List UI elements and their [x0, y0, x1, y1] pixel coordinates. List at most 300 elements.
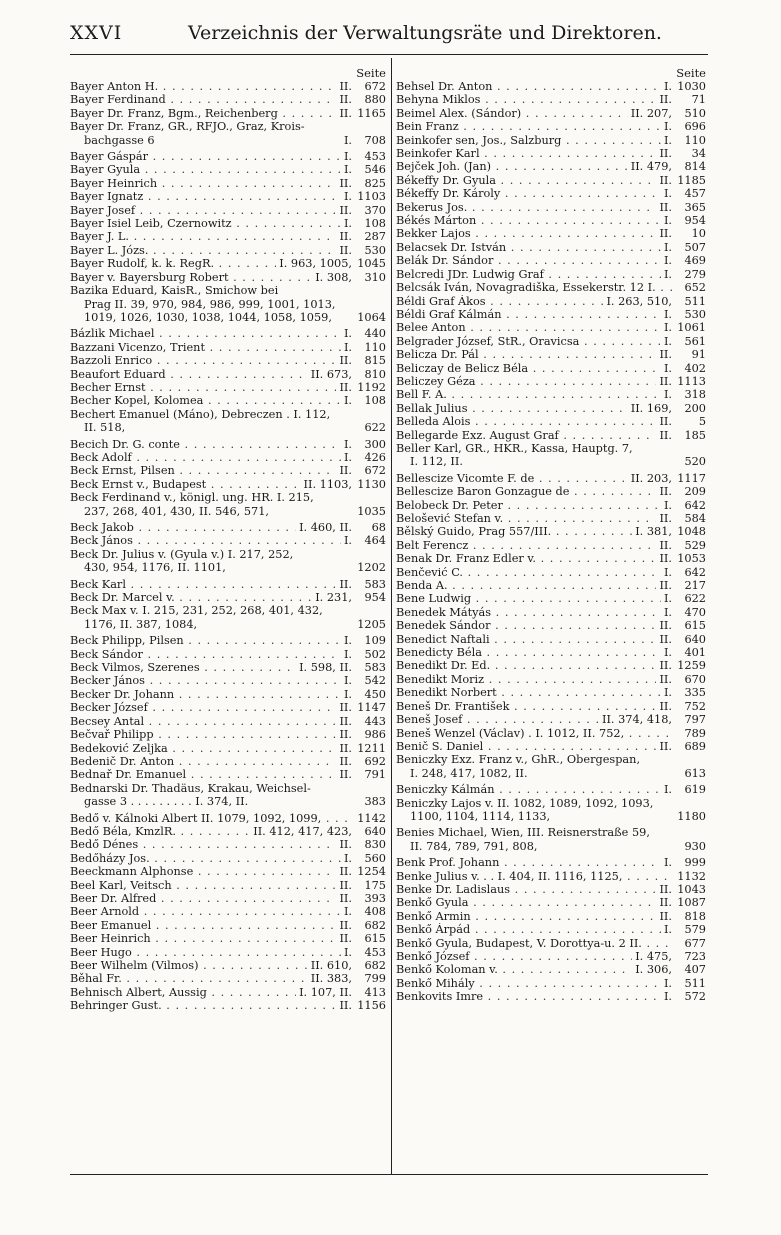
entry-page-number: 615 [364, 932, 386, 946]
entry-name: Benedikt Dr. Ed. . . . [396, 659, 672, 672]
entry-volume-ref: II. [656, 375, 672, 388]
entry-page-number: 1053 [677, 552, 706, 566]
entry-page-number: 1117 [677, 471, 706, 485]
entry-name: Becher Kopel, Kolomea . . . [70, 394, 352, 407]
entry-name: Bázlik Michael . . . [70, 327, 352, 340]
index-entry [396, 442, 708, 469]
entry-name: Bellegarde Exz. August Graf . . . [396, 429, 672, 442]
entry-volume-ref: II. [656, 910, 672, 923]
index-entry [396, 281, 708, 294]
entry-page-number: 642 [684, 565, 706, 579]
entry-page-number: 579 [684, 923, 706, 937]
entry-volume-ref: II. [656, 896, 672, 909]
entry-volume-ref: I. [661, 268, 672, 281]
entry-page-number: 1087 [677, 896, 706, 910]
index-entry [70, 972, 388, 985]
entry-page-number: 365 [684, 200, 706, 214]
seite-label-right: Seite [676, 66, 706, 80]
index-entry [396, 619, 708, 632]
entry-volume-ref: I. [661, 923, 672, 936]
entry-volume-ref: II. [336, 354, 352, 367]
entry-volume-ref: I. [661, 187, 672, 200]
entry-name: Bejček Joh. (Jan) . . . [396, 160, 672, 173]
entry-name: Belacsek Dr. István . . . [396, 241, 672, 254]
entry-name: Benčević C. . . . [396, 566, 672, 579]
entry-name: Benkő Árpád . . . [396, 923, 672, 936]
entry-page-number: 652 [684, 281, 706, 295]
index-entry [396, 254, 708, 267]
index-entry [70, 578, 388, 591]
index-entry [396, 429, 708, 442]
entry-name: Beniczky Kálmán . . . [396, 783, 672, 796]
entry-page-number: 383 [364, 795, 386, 809]
entry-name: Bellak Julius . . . [396, 402, 672, 415]
index-entry [396, 539, 708, 552]
entry-name: Bechert Emanuel (Máno), Debreczen . I. 112, [70, 407, 331, 421]
entry-volume-ref: II. [336, 999, 352, 1012]
entry-volume-ref: I. [341, 341, 352, 354]
index-entry [396, 783, 708, 796]
entry-page-number: 1045 [357, 257, 386, 271]
entry-name: Becher Ernst . . . [70, 381, 352, 394]
entry-page-number: 708 [364, 133, 386, 147]
index-entry [70, 190, 388, 203]
entry-volume-ref: II. [656, 552, 672, 565]
index-entry [396, 797, 708, 824]
entry-page-number: 561 [684, 334, 706, 348]
entry-name: Beliczay de Belicz Béla . . . [396, 362, 672, 375]
entry-page-number: 1202 [357, 561, 386, 575]
entry-name: Bekker Lajos . . . [396, 227, 672, 240]
index-entry [396, 134, 708, 147]
entry-volume-ref: II. [336, 742, 352, 755]
entry-page-number: 5 [698, 415, 706, 429]
entry-page-number: 542 [364, 674, 386, 688]
index-entry [70, 688, 388, 701]
index-entry [70, 368, 388, 381]
entry-volume-ref: II. [656, 883, 672, 896]
entry-name: Békeffy Dr. Gyula . . . [396, 174, 672, 187]
index-entry [70, 257, 388, 270]
entry-name: Beck Ernst v., Budapest . . . [70, 478, 352, 491]
entry-volume-ref: I. [661, 566, 672, 579]
index-entry [396, 566, 708, 579]
entry-volume-ref: II. [336, 80, 352, 93]
entry-volume-ref: II. [656, 539, 672, 552]
entry-name: Bayer L. Józs. . . . [70, 244, 352, 257]
entry-name: Bayer Dr. Franz, Bgm., Reichenberg . . . [70, 107, 352, 120]
index-entry [70, 230, 388, 243]
index-entry [70, 919, 388, 932]
index-entry [70, 701, 388, 714]
entry-page-number: 507 [684, 240, 706, 254]
entry-volume-ref: II. [336, 755, 352, 768]
page-title: Verzeichnis der Verwaltungsräte und Direktoren. [188, 22, 662, 44]
entry-name: Beller Karl, GR., HKR., Kassa, Hauptg. 7, [396, 441, 633, 455]
index-entry [70, 715, 388, 728]
entry-page-number: 1165 [357, 106, 386, 120]
entry-name: Béldi Graf Kálmán . . . [396, 308, 672, 321]
index-entry [70, 986, 388, 999]
index-entry [70, 107, 388, 120]
entry-name: Benedek Sándor . . . [396, 619, 672, 632]
entry-volume-ref: I. [661, 499, 672, 512]
seite-label-left: Seite [356, 66, 386, 80]
entry-continuation: gasse 3 . . . . . . . . . I. 374, II. [84, 795, 249, 809]
entry-page-number: 453 [364, 150, 386, 164]
entry-name: Behsel Dr. Anton . . . [396, 80, 672, 93]
entry-page-number: 672 [364, 80, 386, 93]
entry-name: Benkovits Imre . . . [396, 990, 672, 1003]
index-entry [396, 214, 708, 227]
entry-name: Bayer Isiel Leib, Czernowitz . . . [70, 217, 352, 230]
entry-page-number: 1035 [357, 504, 386, 518]
index-entry [70, 217, 388, 230]
entry-page-number: 440 [364, 327, 386, 341]
index-entry [396, 977, 708, 990]
entry-volume-ref: II. [656, 579, 672, 592]
entry-volume-ref: I. [661, 362, 672, 375]
index-entry [70, 354, 388, 367]
entry-volume-ref: I. [341, 648, 352, 661]
entry-name: Benak Dr. Franz Edler v. . . . [396, 552, 672, 565]
index-entry [70, 591, 388, 604]
entry-volume-ref: II. 203, [628, 472, 672, 485]
entry-page-number: 799 [364, 972, 386, 986]
entry-volume-ref: II. [656, 201, 672, 214]
entry-name: Belobeck Dr. Peter . . . [396, 499, 672, 512]
entry-page-number: 68 [371, 521, 386, 534]
entry-name: Becsey Antal . . . [70, 715, 352, 728]
entry-volume-ref: II. [656, 429, 672, 442]
entry-volume-ref: II. [656, 659, 672, 672]
entry-name: Bayer J. L. . . . [70, 230, 352, 243]
entry-name: Bednarski Dr. Thadäus, Krakau, Weichsel- [70, 781, 311, 795]
entry-volume-ref: I. [661, 321, 672, 334]
entry-volume-ref: I. [341, 634, 352, 647]
entry-page-number: 752 [684, 699, 706, 713]
entry-volume-ref: I. 963, 1005, [276, 257, 352, 270]
entry-name: Békeffy Dr. Károly . . . [396, 187, 672, 200]
entry-name: Bazika Eduard, KaisR., Smichow bei [70, 284, 279, 298]
index-entry [70, 634, 388, 647]
index-entry [396, 375, 708, 388]
entry-volume-ref: II. [656, 740, 672, 753]
entry-page-number: 622 [684, 592, 706, 606]
entry-page-number: 529 [684, 538, 706, 552]
entry-volume-ref: I. [661, 214, 672, 227]
index-entry [70, 879, 388, 892]
entry-name: Bedenič Dr. Anton . . . [70, 755, 352, 768]
entry-volume-ref: I. 381, [632, 525, 672, 538]
entry-page-number: 692 [364, 754, 386, 768]
index-entry [396, 592, 708, 605]
entry-continuation: 1100, 1104, 1114, 1133, [410, 809, 551, 823]
entry-name: Bečvař Philipp . . . [70, 728, 352, 741]
entry-name: Bayer Gáspár . . . [70, 150, 352, 163]
index-entry [396, 160, 708, 173]
entry-page-number: 672 [364, 464, 386, 478]
entry-name: Benkő Armin . . . [396, 910, 672, 923]
entry-name: Beck Max v. I. 215, 231, 252, 268, 401, 432, [70, 604, 323, 618]
entry-page-number: 613 [684, 766, 706, 780]
entry-volume-ref: II. [336, 715, 352, 728]
entry-volume-ref: II. 412, 417, 423, [250, 825, 352, 838]
entry-name: Béldi Graf Ákos . . . [396, 295, 672, 308]
entry-name: Beneš Josef . . . [396, 713, 672, 726]
entry-name: Bayer Gyula . . . [70, 163, 352, 176]
index-entry [70, 394, 388, 407]
entry-volume-ref: I. [661, 977, 672, 990]
entry-name: Belicza Dr. Pál . . . [396, 348, 672, 361]
entry-page-number: 10 [691, 227, 706, 241]
entry-continuation: Prag II. 39, 970, 984, 986, 999, 1001, 1013, 1019, 1026, 1030, 1038, 1044, 1058, 1059, [84, 297, 336, 324]
entry-name: Benedicty Béla . . . [396, 646, 672, 659]
index-entry [70, 534, 388, 547]
index-entry [70, 604, 388, 631]
entry-volume-ref: I. 598, II. [296, 661, 352, 674]
left-entry-list [70, 80, 388, 1013]
entry-volume-ref: I. [341, 134, 352, 147]
entry-name: Beck Philipp, Pilsen . . . [70, 634, 352, 647]
entry-page-number: 1043 [677, 882, 706, 896]
entry-page-number: 619 [684, 783, 706, 797]
index-entry [396, 174, 708, 187]
entry-page-number: 71 [691, 93, 706, 107]
entry-volume-ref: II. 1103, [301, 478, 352, 491]
entry-page-number: 546 [364, 163, 386, 177]
entry-volume-ref: II. [656, 633, 672, 646]
entry-volume-ref: II. [336, 107, 352, 120]
entry-page-number: 789 [684, 726, 706, 740]
entry-volume-ref: II. 169, [628, 402, 672, 415]
entry-page-number: 689 [684, 739, 706, 753]
index-entry [396, 686, 708, 699]
entry-continuation: II. 784, 789, 791, 808, [410, 839, 538, 853]
entry-volume-ref: II. [656, 485, 672, 498]
index-entry [396, 201, 708, 214]
entry-volume-ref: II. [656, 415, 672, 428]
entry-name: Beck Dr. Marcel v. . . . [70, 591, 352, 604]
entry-page-number: 510 [684, 106, 706, 120]
entry-page-number: 279 [684, 267, 706, 281]
entry-volume-ref: II. [336, 230, 352, 243]
entry-name: Bayer Ferdinand . . . [70, 93, 352, 106]
entry-page-number: 815 [364, 354, 386, 368]
index-entry [70, 327, 388, 340]
entry-name: Benies Michael, Wien, III. Reisnerstraße 59, [396, 826, 650, 840]
entry-page-number: 108 [364, 217, 386, 231]
entry-page-number: 986 [364, 728, 386, 742]
entry-name: Benkő Mihály . . . [396, 977, 672, 990]
entry-volume-ref: I. [341, 688, 352, 701]
entry-page-number: 1259 [677, 659, 706, 673]
entry-volume-ref: I. 308, [312, 271, 352, 284]
entry-page-number: 830 [364, 838, 386, 852]
index-entry [70, 381, 388, 394]
entry-page-number: 583 [364, 577, 386, 591]
index-entry [396, 295, 708, 308]
index-entry [70, 812, 388, 825]
entry-volume-ref: I. [661, 686, 672, 699]
entry-volume-ref: II. 673, [308, 368, 352, 381]
entry-page-number: 930 [684, 839, 706, 853]
index-entry [396, 896, 708, 909]
entry-volume-ref: I. [341, 217, 352, 230]
entry-page-number: 677 [684, 936, 706, 950]
entry-name: Bene Ludwig . . . [396, 592, 672, 605]
entry-name: Bellescize Vicomte F. de . . . [396, 472, 672, 485]
entry-page-number: 185 [684, 428, 706, 442]
entry-page-number: 318 [684, 388, 706, 402]
entry-name: Benedek Mátyás . . . [396, 606, 672, 619]
entry-page-number: 1156 [357, 999, 386, 1013]
entry-volume-ref: I. 475, [632, 950, 672, 963]
entry-name: Beimel Alex. (Sándor) . . . [396, 107, 672, 120]
index-entry [70, 451, 388, 464]
entry-name: Bellescize Baron Gonzague de . . . [396, 485, 672, 498]
entry-page-number: 408 [364, 905, 386, 919]
entry-page-number: 108 [364, 394, 386, 408]
entry-volume-ref: II. 207, [628, 107, 672, 120]
index-entry [396, 870, 708, 883]
entry-page-number: 1185 [677, 173, 706, 187]
entry-page-number: 407 [684, 963, 706, 977]
index-entry [70, 204, 388, 217]
entry-page-number: 511 [684, 976, 706, 990]
entry-name: Bayer Heinrich . . . [70, 177, 352, 190]
entry-page-number: 696 [684, 120, 706, 134]
entry-page-number: 200 [684, 401, 706, 415]
entry-page-number: 791 [364, 768, 386, 782]
index-entry [396, 362, 708, 375]
entry-name: Benkő Koloman v. . . . [396, 963, 672, 976]
index-entry [70, 932, 388, 945]
entry-volume-ref: II. [336, 464, 352, 477]
index-entry [70, 548, 388, 575]
entry-page-number: 464 [364, 534, 386, 548]
entry-name: Bedő Dénes . . . [70, 838, 352, 851]
index-entry [70, 999, 388, 1012]
entry-name: Beel Karl, Veitsch . . . [70, 879, 352, 892]
index-entry [70, 163, 388, 176]
left-column [70, 66, 388, 1013]
index-entry [396, 963, 708, 976]
entry-page-number: 622 [364, 421, 386, 435]
index-entry [70, 674, 388, 687]
entry-volume-ref: II. [336, 701, 352, 714]
index-entry [70, 946, 388, 959]
entry-page-number: 670 [684, 672, 706, 686]
entry-page-number: 1113 [677, 374, 706, 388]
entry-volume-ref: II. [336, 244, 352, 257]
entry-name: Benkő Gyula . . . [396, 896, 672, 909]
entry-page-number: 300 [364, 437, 386, 451]
entry-name: Benke Dr. Ladislaus . . . [396, 883, 672, 896]
entry-page-number: 1030 [677, 80, 706, 93]
entry-page-number: 393 [364, 891, 386, 905]
index-entry [70, 825, 388, 838]
entry-name: Bekerus Jos. . . . [396, 201, 672, 214]
entry-volume-ref: I. [341, 534, 352, 547]
entry-volume-ref: I. 263, 510, [603, 295, 672, 308]
entry-name: Bayer Ignatz . . . [70, 190, 352, 203]
entry-volume-ref: I. [661, 856, 672, 869]
entry-volume-ref: II. 374, 418, [599, 713, 672, 726]
entry-page-number: 640 [364, 824, 386, 838]
index-entry [396, 713, 708, 726]
entry-page-number: 797 [684, 713, 706, 727]
index-entry [70, 852, 388, 865]
entry-page-number: 370 [364, 203, 386, 217]
entry-page-number: 818 [684, 909, 706, 923]
entry-name: Beinkofer sen, Jos., Salzburg . . . [396, 134, 672, 147]
entry-name: Belák Dr. Sándor . . . [396, 254, 672, 267]
entry-volume-ref: I. [661, 990, 672, 1003]
entry-volume-ref: I. [341, 163, 352, 176]
entry-name: Benkő Gyula, Budapest, V. Dorottya-u. 2 II. . . . [396, 937, 672, 950]
index-entry [70, 959, 388, 972]
entry-name: Beer Heinrich . . . [70, 932, 352, 945]
entry-page-number: 530 [684, 307, 706, 321]
entry-name: Behringer Gust. . . . [70, 999, 352, 1012]
index-entry [70, 120, 388, 147]
index-entry [396, 740, 708, 753]
entry-name: Beer Arnold . . . [70, 905, 352, 918]
index-entry [396, 308, 708, 321]
entry-name: Beniczky Exz. Franz v., GhR., Obergespan, [396, 753, 641, 767]
entry-page-number: 520 [684, 455, 706, 469]
entry-name: Becker József . . . [70, 701, 352, 714]
entry-page-number: 1147 [357, 701, 386, 715]
entry-volume-ref: II. [336, 204, 352, 217]
entry-page-number: 583 [364, 661, 386, 675]
entry-name: Belee Anton . . . [396, 321, 672, 334]
entry-volume-ref: I. [661, 606, 672, 619]
index-entry [396, 826, 708, 853]
index-entry [396, 673, 708, 686]
entry-volume-ref: II. 610, [308, 959, 352, 972]
entry-name: Benedict Naftali . . . [396, 633, 672, 646]
entry-name: Belcsák Iván, Novagradiška, Essekerstr. 12 I. . . . [396, 281, 672, 294]
entry-volume-ref: I. [341, 150, 352, 163]
entry-page-number: 110 [684, 133, 706, 147]
entry-page-number: 310 [364, 270, 386, 284]
entry-page-number: 1205 [357, 617, 386, 631]
entry-name: Beer Emanuel . . . [70, 919, 352, 932]
entry-volume-ref: II. [336, 768, 352, 781]
index-entry [396, 883, 708, 896]
entry-page-number: 530 [364, 243, 386, 257]
entry-page-number: 584 [684, 512, 706, 525]
entry-name: Bazzoli Enrico . . . [70, 354, 352, 367]
entry-name: Becker János . . . [70, 674, 352, 687]
entry-name: Bein Franz . . . [396, 120, 672, 133]
entry-page-number: 572 [684, 990, 706, 1004]
index-entry [396, 187, 708, 200]
index-entry [396, 923, 708, 936]
index-entry [396, 525, 708, 538]
index-entry [70, 177, 388, 190]
right-column [396, 66, 708, 1004]
entry-page-number: 814 [684, 160, 706, 174]
entry-volume-ref: I. [661, 80, 672, 93]
entry-volume-ref: I. 107, II. [296, 986, 352, 999]
entry-name: Bayer Rudolf, k. k. RegR. . . . [70, 257, 352, 270]
index-entry [396, 485, 708, 498]
entry-page-number: 450 [364, 687, 386, 701]
index-entry [396, 700, 708, 713]
